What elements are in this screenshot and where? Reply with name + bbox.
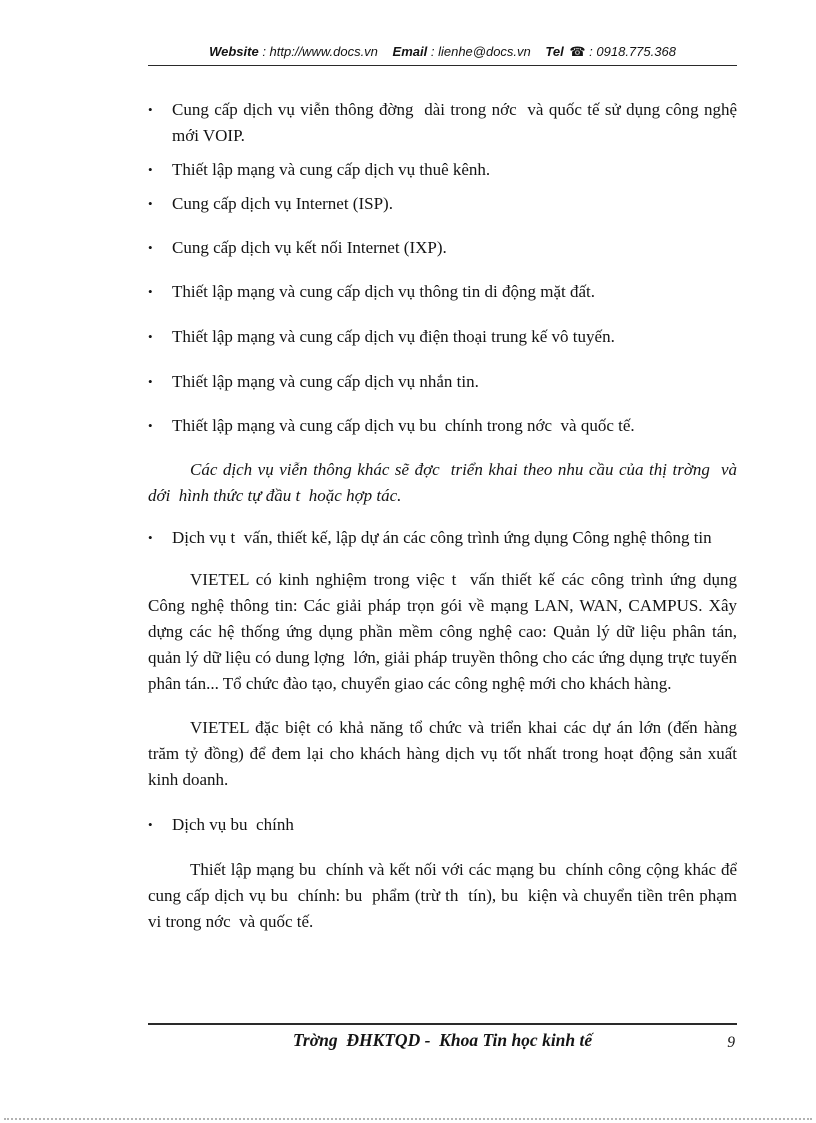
bullet-item — [148, 324, 737, 350]
bullet-text: Thiết lập mạng và cung cấp dịch vụ thông tin di động mặt đất. — [172, 282, 596, 301]
bullet-icon: • — [148, 102, 153, 117]
vietel-capability-paragraph: VIETEL đặc biệt có khả năng tổ chức và triển khai các dự án lớn (đến hàng trăm tỷ đồng) để đem lại cho khách hàng dịch vụ tốt nhất trong hoạt động sản xuất kinh doanh. — [148, 718, 742, 789]
bullet-text: Cung cấp dịch vụ viễn thông đờng dài trong nớc và quốc tế sử dụng công nghệ mới VOIP. — [172, 100, 742, 145]
tel-label: Tel — [545, 44, 564, 59]
italic-note-paragraph: Các dịch vụ viễn thông khác sẽ đợc triển khai theo nhu cầu của thị trờng và dới hình thức tự đầu t hoặc hợp tác. — [148, 460, 742, 505]
body-text — [148, 97, 742, 935]
email-value: : lienhe@docs.vn — [430, 44, 531, 59]
bullet-icon: • — [148, 530, 153, 545]
bullet-text: Cung cấp dịch vụ kết nối Internet (IXP). — [172, 238, 447, 257]
tel-value: : 0918.775.368 — [589, 44, 676, 59]
bullet-text: Cung cấp dịch vụ Internet (ISP). — [172, 194, 393, 213]
bullet-text: Dịch vụ bu chính — [172, 815, 294, 834]
bullet-text: Thiết lập mạng và cung cấp dịch vụ nhắn tin. — [172, 372, 479, 391]
bullet-text: Dịch vụ t vấn, thiết kế, lập dự án các công trình ứng dụng Công nghệ thông tin — [172, 528, 712, 547]
bullet-text: Thiết lập mạng và cung cấp dịch vụ điện thoại trung kế vô tuyến. — [172, 327, 615, 346]
tuvan-bullet-list — [148, 525, 737, 551]
services-bullet-list — [148, 97, 742, 439]
bullet-icon: • — [148, 196, 153, 211]
website-label: Website — [209, 44, 259, 59]
bullet-icon: • — [148, 329, 153, 344]
page-content — [148, 0, 742, 935]
bullet-icon: • — [148, 374, 153, 389]
bullet-item — [148, 369, 737, 395]
bullet-item — [148, 97, 742, 149]
bullet-text: Thiết lập mạng và cung cấp dịch vụ bu chính trong nớc và quốc tế. — [172, 416, 635, 435]
bullet-text: Thiết lập mạng và cung cấp dịch vụ thuê kênh. — [172, 160, 491, 179]
bullet-icon: • — [148, 817, 153, 832]
page-footer — [148, 1023, 737, 1051]
buuchinh-bullet-list — [148, 812, 737, 838]
email-label: Email — [392, 44, 428, 59]
bullet-icon: • — [148, 418, 153, 433]
bullet-item — [148, 191, 737, 217]
bullet-icon: • — [148, 240, 153, 255]
bullet-item — [148, 812, 737, 838]
page-header — [148, 0, 737, 66]
bullet-item — [148, 279, 737, 305]
bullet-icon: • — [148, 284, 153, 299]
bullet-item — [148, 413, 737, 439]
bullet-item — [148, 235, 737, 261]
buuchinh-paragraph: Thiết lập mạng bu chính và kết nối với các mạng bu chính công cộng khác để cung cấp dịch vụ bu chính: bu phẩm (trừ th tín), bu kiện và chuyển tiền trên phạm vi trong nớc và quốc tế. — [148, 860, 742, 931]
bottom-dotted-divider — [4, 1118, 812, 1120]
page-number: 9 — [727, 1034, 735, 1051]
bullet-item — [148, 525, 737, 551]
website-value: : http://www.docs.vn — [262, 44, 378, 59]
footer-text: Trờng ĐHKTQD - Khoa Tin học kinh tế — [292, 1030, 593, 1050]
bullet-item — [148, 157, 737, 183]
bullet-icon: • — [148, 162, 153, 177]
telephone-icon: ☎ — [569, 44, 586, 59]
vietel-experience-paragraph: VIETEL có kinh nghiệm trong việc t vấn thiết kế các công trình ứng dụng Công nghệ thông tin: Các giải pháp trọn gói về mạng LAN, WAN, CAMPUS. Xây dựng các hệ thống ứng dụng phần mềm công nghệ cao: Quản lý dữ liệu phân tán, quản lý dữ liệu có dung lợng lớn, giải pháp truyền thông cho các ứng dụng trực tuyến phân tán... Tổ chức đào tạo, chuyển giao các công nghệ mới cho khách hàng. — [148, 570, 742, 693]
